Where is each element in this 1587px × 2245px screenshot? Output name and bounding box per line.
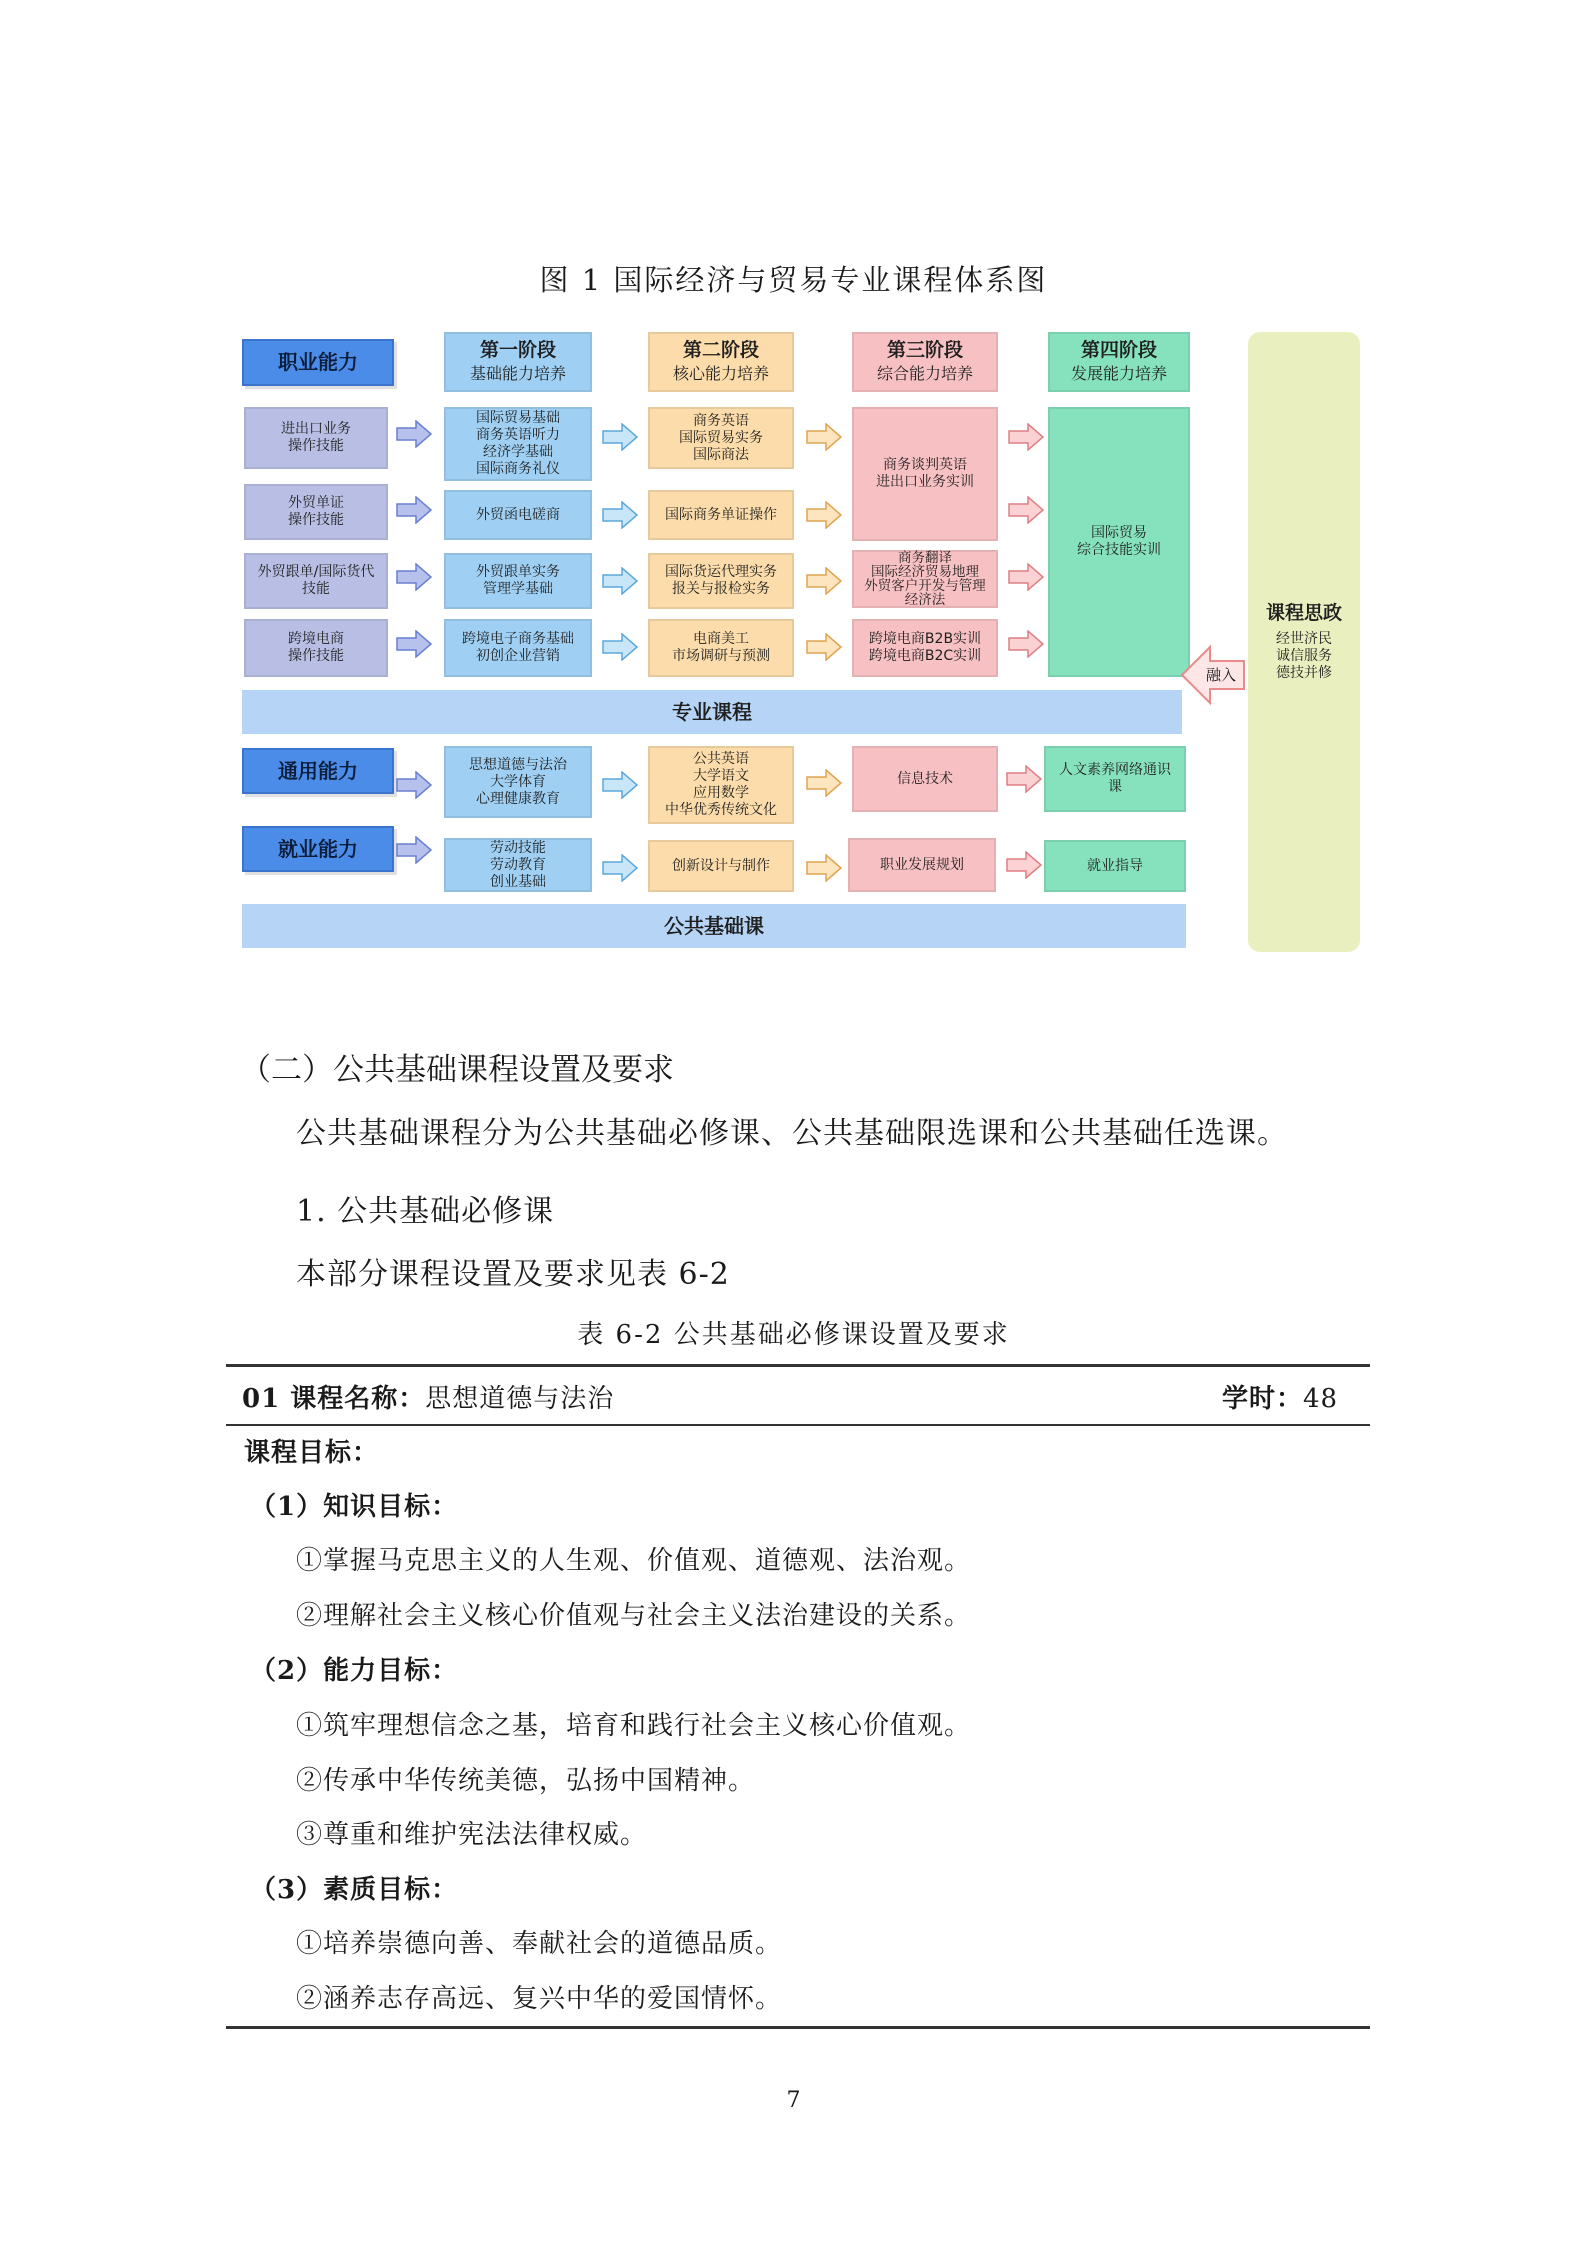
hours-value: 48 [1303,1384,1339,1414]
stage4-employment-courses: 就业指导 [1044,840,1186,892]
knowledge-label: （1）知识目标： [250,1492,459,1522]
table-row-divider [226,1424,1370,1426]
stage3-subtitle: 综合能力培养 [876,364,973,383]
arrow-right-icon [602,771,638,799]
knowledge-item: ②理解社会主义核心价值观与社会主义法治建设的关系。 [296,1601,972,1631]
stage1-major-merchandising: 外贸跟单实务 管理学基础 [444,553,592,609]
arrow-right-icon [806,423,842,451]
arrow-right-icon [396,630,432,658]
merge-label: 融入 [1206,666,1237,684]
arrow-right-icon [396,771,432,799]
stage2-title: 第二阶段 [682,339,759,361]
quality-item: ①培养崇德向善、奉献社会的道德品质。 [296,1929,783,1959]
stage1-header [444,332,592,392]
course-name-value: 思想道德与法治 [425,1384,615,1414]
stage3-header [852,332,998,392]
skill-cross-border-ecommerce: 跨境电商 操作技能 [244,619,388,677]
ideology-column: 课程思政 经世济民 诚信服务 德技并修 [1248,332,1360,952]
skill-import-export: 进出口业务 操作技能 [244,407,388,469]
stage3-major-negotiation: 商务谈判英语 进出口业务实训 [852,407,998,541]
hours-row [1222,1378,1338,1415]
table-bottom-rule [226,2026,1370,2029]
ability-item: ②传承中华传统美德，弘扬中国精神。 [296,1766,756,1796]
arrow-right-icon [396,836,432,864]
stage2-subtitle: 核心能力培养 [672,364,769,383]
arrow-right-icon [806,501,842,529]
arrow-right-icon [396,496,432,524]
arrow-right-icon [1006,765,1042,793]
stage2-major-english-practice-law: 商务英语 国际贸易实务 国际商法 [648,407,794,469]
arrow-right-icon [1008,496,1044,524]
table-top-rule [226,1364,1370,1367]
table-caption: 表 6-2 公共基础必修课设置及要求 [577,1320,1010,1350]
arrow-right-icon [806,567,842,595]
course-name-row [242,1378,614,1415]
arrow-right-icon [602,567,638,595]
ideology-title: 课程思政 [1265,602,1342,624]
ability-item: ①筑牢理想信念之基，培育和践行社会主义核心价值观。 [296,1711,972,1741]
reference-text: 本部分课程设置及要求见表 6-2 [296,1257,730,1292]
general-ability-label: 通用能力 [242,748,394,794]
arrow-right-icon [396,420,432,448]
stage1-general-courses: 思想道德与法治 大学体育 心理健康教育 [444,746,592,818]
section-heading: （二）公共基础课程设置及要求 [240,1052,674,1088]
skill-merchandising-forwarding: 外贸跟单/国际货代 技能 [244,553,388,609]
stage1-title: 第一阶段 [479,339,556,361]
stage2-major-design-research: 电商美工 市场调研与预测 [648,619,794,677]
arrow-right-icon [806,633,842,661]
arrow-right-icon [602,423,638,451]
stage1-major-trade-basics: 国际贸易基础 商务英语听力 经济学基础 国际商务礼仪 [444,407,592,481]
stage3-major-cross-border-training: 跨境电商B2B实训 跨境电商B2C实训 [852,619,998,677]
skill-trade-documents: 外贸单证 操作技能 [244,484,388,540]
employment-ability-label: 就业能力 [242,826,394,872]
arrow-right-icon [806,769,842,797]
public-foundation-bar: 公共基础课 [242,904,1186,948]
stage1-major-correspondence: 外贸函电磋商 [444,490,592,540]
career-ability-label: 职业能力 [242,339,394,386]
intro-paragraph: 公共基础课程分为公共基础必修课、公共基础限选课和公共基础任选课。 [296,1116,1288,1151]
stage2-employment-courses: 创新设计与制作 [648,840,794,892]
stage2-major-documents: 国际商务单证操作 [648,490,794,540]
subheading: 1. 公共基础必修课 [296,1194,555,1229]
stage4-title: 第四阶段 [1080,339,1157,361]
stage3-title: 第三阶段 [886,339,963,361]
stage3-general-courses: 信息技术 [852,746,998,812]
arrow-right-icon [1008,630,1044,658]
arrow-right-icon [1008,563,1044,591]
course-name-label: 01 课程名称： [242,1384,426,1414]
major-courses-bar: 专业课程 [242,690,1182,734]
goals-label: 课程目标： [244,1438,380,1468]
arrow-right-icon [396,563,432,591]
arrow-right-icon [602,633,638,661]
figure-caption: 图 1 国际经济与贸易专业课程体系图 [539,263,1048,297]
hours-label: 学时： [1222,1384,1304,1414]
ability-label: （2）能力目标： [250,1656,459,1686]
arrow-right-icon [602,854,638,882]
stage1-employment-courses: 劳动技能 劳动教育 创业基础 [444,838,592,892]
stage4-general-courses: 人文素养网络通识 课 [1044,746,1186,812]
stage3-employment-courses: 职业发展规划 [848,838,996,892]
quality-label: （3）素质目标： [250,1875,459,1905]
stage4-major-comprehensive-training: 国际贸易 综合技能实训 [1048,407,1190,677]
quality-item: ②涵养志存高远、复兴中华的爱国情怀。 [296,1984,783,2014]
knowledge-item: ①掌握马克思主义的人生观、价值观、道德观、法治观。 [296,1546,972,1576]
stage2-major-freight-customs: 国际货运代理实务 报关与报检实务 [648,553,794,609]
stage2-header [648,332,794,392]
page-number: 7 [786,2088,801,2113]
arrow-right-icon [1008,423,1044,451]
arrow-right-icon [806,854,842,882]
ability-item: ③尊重和维护宪法法律权威。 [296,1820,648,1850]
arrow-right-icon [1006,851,1042,879]
stage1-subtitle: 基础能力培养 [469,364,566,383]
stage3-major-translation: 商务翻译 国际经济贸易地理 外贸客户开发与管理 经济法 [852,550,998,608]
arrow-right-icon [602,501,638,529]
stage4-subtitle: 发展能力培养 [1070,364,1167,383]
stage2-general-courses: 公共英语 大学语文 应用数学 中华优秀传统文化 [648,746,794,824]
stage4-header [1048,332,1190,392]
stage1-major-ecommerce: 跨境电子商务基础 初创企业营销 [444,619,592,677]
